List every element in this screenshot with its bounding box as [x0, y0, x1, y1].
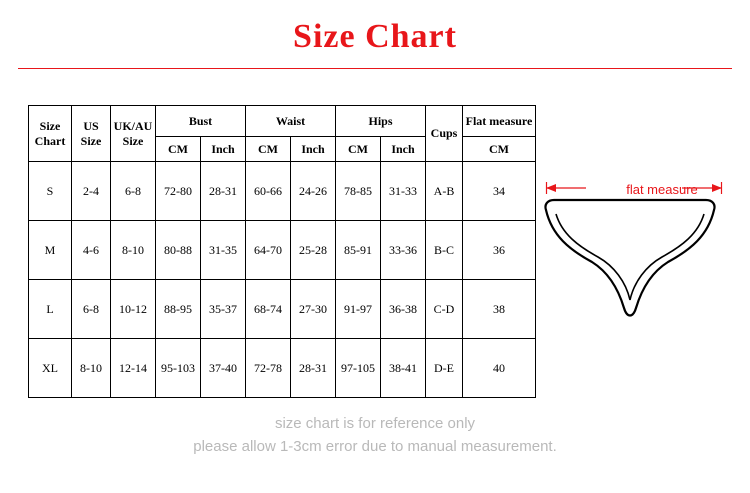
cell-cups: D-E	[426, 339, 463, 398]
col-subheader-bust-inch: Inch	[201, 137, 246, 162]
footnote	[0, 412, 750, 458]
col-subheader-bust-cm: CM	[156, 137, 201, 162]
cell-bust-cm: 80-88	[156, 221, 201, 280]
cell-waist-cm: 64-70	[246, 221, 291, 280]
cell-waist-cm: 60-66	[246, 162, 291, 221]
cell-flat-measure: 36	[463, 221, 536, 280]
cell-bust-inch: 31-35	[201, 221, 246, 280]
cell-uk-au: 6-8	[111, 162, 156, 221]
table-row	[29, 339, 536, 398]
col-subheader-hips-cm: CM	[336, 137, 381, 162]
col-header-flat-measure: Flat measure	[463, 106, 536, 137]
cell-uk-au: 12-14	[111, 339, 156, 398]
table-header-row-top	[29, 106, 536, 137]
title-divider	[18, 68, 732, 69]
col-header-waist: Waist	[246, 106, 336, 137]
col-subheader-waist-cm: CM	[246, 137, 291, 162]
cell-size: M	[29, 221, 72, 280]
col-header-uk-au-size: UK/AU Size	[111, 106, 156, 162]
cell-us-size: 2-4	[72, 162, 111, 221]
cell-us-size: 8-10	[72, 339, 111, 398]
cell-us-size: 6-8	[72, 280, 111, 339]
cell-waist-inch: 25-28	[291, 221, 336, 280]
col-header-hips: Hips	[336, 106, 426, 137]
cell-uk-au: 10-12	[111, 280, 156, 339]
col-header-bust: Bust	[156, 106, 246, 137]
cell-hips-inch: 33-36	[381, 221, 426, 280]
cell-bust-cm: 88-95	[156, 280, 201, 339]
col-header-cups: Cups	[426, 106, 463, 162]
table-body	[29, 162, 536, 398]
cell-waist-inch: 27-30	[291, 280, 336, 339]
col-subheader-flat-cm: CM	[463, 137, 536, 162]
cell-waist-inch: 28-31	[291, 339, 336, 398]
page-title	[0, 18, 750, 56]
footnote-line-1: size chart is for reference only	[274, 415, 476, 432]
table-row	[29, 162, 536, 221]
cell-bust-cm: 95-103	[156, 339, 201, 398]
page-title-text: Size Chart	[293, 18, 457, 55]
panty-illustration-icon	[540, 196, 720, 336]
cell-size: XL	[29, 339, 72, 398]
table-row	[29, 221, 536, 280]
cell-bust-inch: 35-37	[201, 280, 246, 339]
flat-measure-label: flat measure	[626, 182, 698, 197]
size-chart-table	[28, 105, 536, 398]
cell-waist-cm: 68-74	[246, 280, 291, 339]
cell-flat-measure: 40	[463, 339, 536, 398]
cell-bust-inch: 28-31	[201, 162, 246, 221]
cell-us-size: 4-6	[72, 221, 111, 280]
footnote-line-2: please allow 1-3cm error due to manual measurement.	[193, 438, 557, 455]
cell-hips-inch: 31-33	[381, 162, 426, 221]
cell-waist-cm: 72-78	[246, 339, 291, 398]
col-header-us-size: US Size	[72, 106, 111, 162]
col-header-size-chart: Size Chart	[29, 106, 72, 162]
cell-hips-inch: 38-41	[381, 339, 426, 398]
cell-bust-inch: 37-40	[201, 339, 246, 398]
cell-hips-cm: 78-85	[336, 162, 381, 221]
cell-bust-cm: 72-80	[156, 162, 201, 221]
cell-uk-au: 8-10	[111, 221, 156, 280]
cell-cups: A-B	[426, 162, 463, 221]
col-subheader-waist-inch: Inch	[291, 137, 336, 162]
col-subheader-hips-inch: Inch	[381, 137, 426, 162]
cell-cups: B-C	[426, 221, 463, 280]
cell-waist-inch: 24-26	[291, 162, 336, 221]
cell-flat-measure: 34	[463, 162, 536, 221]
cell-hips-cm: 85-91	[336, 221, 381, 280]
cell-cups: C-D	[426, 280, 463, 339]
cell-hips-cm: 91-97	[336, 280, 381, 339]
table-row	[29, 280, 536, 339]
cell-size: L	[29, 280, 72, 339]
cell-hips-inch: 36-38	[381, 280, 426, 339]
cell-size: S	[29, 162, 72, 221]
cell-hips-cm: 97-105	[336, 339, 381, 398]
cell-flat-measure: 38	[463, 280, 536, 339]
table-header	[29, 106, 536, 162]
